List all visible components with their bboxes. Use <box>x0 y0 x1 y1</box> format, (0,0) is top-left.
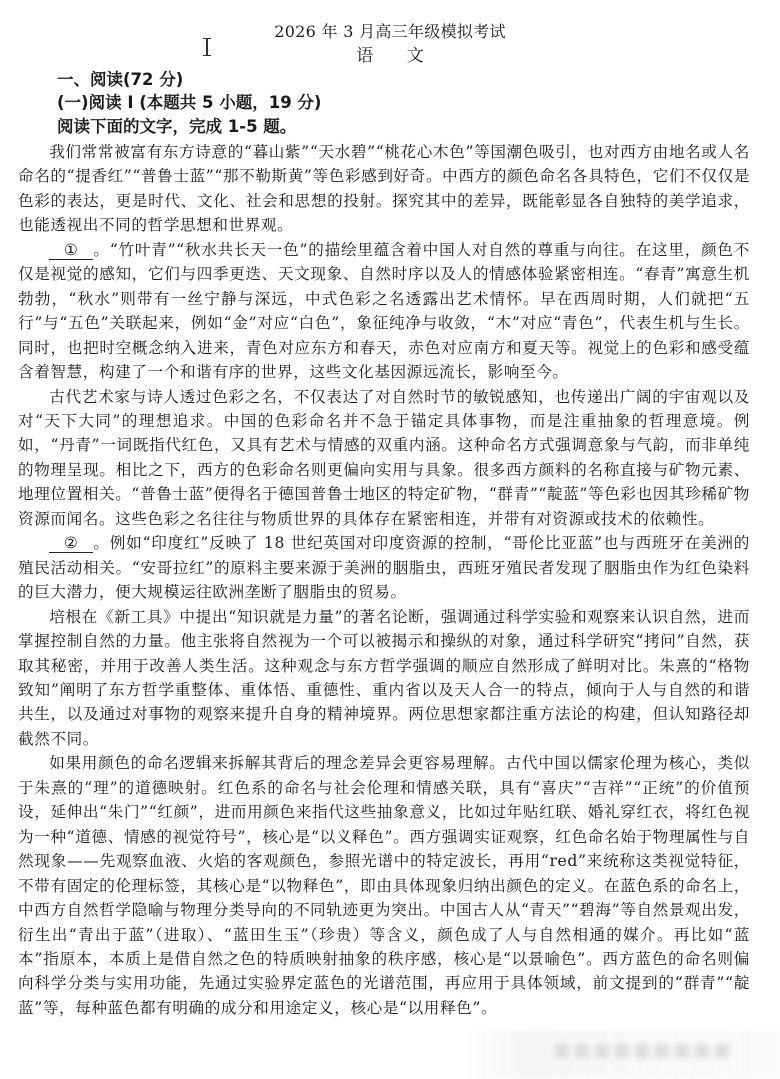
paragraph-1: 我们常常被富有东方诗意的“暮山紫”“天水碧”“桃花心木色”等国潮色吸引，也对西方由地名或人名命名的“提香红”“普鲁士蓝”“那不勒斯黄”等色彩感到好奇。中西方的颜色命名各具特色，它们不仅仅是色彩的表达，更是时代、文化、社会和思想的投射。探究其中的差异，既能彰显各自独特的美学追求，也能透视出不同的哲学思想和世界观。 <box>18 143 750 235</box>
paragraph-2 <box>18 238 750 385</box>
paragraph-3: 古代艺术家与诗人透过色彩之名，不仅表达了对自然时节的敏锐感知，也传递出广阔的宇宙观以及对“天下大同”的理想追求。中国的色彩命名并不急于锚定具体事物，而是注重抽象的哲理意境。例如，“丹青”一词既指代红色，又具有艺术与情感的双重内涵。这种命名方式强调意象与气韵，而非单纯的物理呈现。相比之下，西方的色彩命名则更偏向实用与具象。很多西方颜料的名称直接与矿物元素、地理位置相关。“普鲁士蓝”便得名于德国普鲁士地区的特定矿物，“群青”“靛蓝”等色彩也因其珍稀矿物资源而闻名。这些色彩之名往往与物质世界的具体存在紧密相连，并带有对资源或技术的依赖性。 <box>18 387 750 528</box>
passage <box>18 140 750 1070</box>
blank-1: ① <box>49 241 93 260</box>
watermark-text-blur <box>555 1044 735 1058</box>
sub-heading: (一)阅读 I (本题共 5 小题，19 分) <box>57 93 322 112</box>
paragraph-2-text: 。“竹叶青”“秋水共长天一色”的描绘里蕴含着中国人对自然的尊重与向往。在这里，颜色不仅是视觉的感知，它们与四季更迭、天文现象、自然时序以及人的情感体验紧密相连。“春青”寓意生机勃勃，“秋水”则带有一丝宁静与深远，中式色彩之名透露出艺术情怀。早在西周时期，人们就把“五行”与“五色”关联起来，例如“金”对应“白色”，象征纯净与收敛，“木”对应“青色”，代表生机与生长。同时，也把时空概念纳入进来，青色对应东方和春天，赤色对应南方和夏天等。视觉上的色彩和感受蕴含着智慧，构建了一个和谐有序的世界，这些文化基因源远流长，影响至今。 <box>18 240 750 382</box>
exam-subject: 语 文 <box>356 46 438 66</box>
part-heading: 一、阅读(72 分) <box>57 70 184 89</box>
blank-2: ② <box>49 534 93 553</box>
paragraph-5: 培根在《新工具》中提出“知识就是力量”的著名论断，强调通过科学实验和观察来认识自然，进而掌握控制自然的力量。他主张将自然视为一个可以被揭示和操纵的对象，通过科学研究“拷问”自然，获取其秘密，并用于改善人类生活。这种观念与东方哲学强调的顺应自然形成了鲜明对比。朱熹的“格物致知”阐明了东方哲学重整体、重体悟、重德性、重内省以及天人合一的特点，倾向于人与自然的和谐共生，以及通过对事物的观察来提升自身的精神境界。两位思想家都注重方法论的构建，但认知路径却截然不同。 <box>18 607 750 748</box>
paragraph-4 <box>18 531 750 604</box>
text-cursor-icon <box>203 38 211 56</box>
instruction: 阅读下面的文字，完成 1-5 题。 <box>57 117 297 136</box>
exam-title: 2026 年 3 月高三年级模拟考试 <box>274 22 506 41</box>
paragraph-4-text: 。例如“印度红”反映了 18 世纪英国对印度资源的控制，“哥伦比亚蓝”也与西班牙在美洲的殖民活动相关。“安哥拉红”的原料主要来源于美洲的胭脂虫，西班牙殖民者发现了胭脂虫作为红色染料的巨大潜力，便大规模运往欧洲垄断了胭脂虫的贸易。 <box>18 534 750 602</box>
paragraph-6: 如果用颜色的命名逻辑来拆解其背后的理念差异会更容易理解。古代中国以儒家伦理为核心，类似于朱熹的“理”的道德映射。红色系的命名与社会伦理和情感关联，具有“喜庆”“吉祥”“正统”的价值预设，延伸出“朱门”“红颜”，进而用颜色来指代这些抽象意义，比如过年贴红联、婚礼穿红衣，将红色视为一种“道德、情感的视觉符号”，核心是“以义释色”。西方强调实证观察，红色命名始于物理属性与自然现象——先观察血液、火焰的客观颜色，参照光谱中的特定波长，再用“red”来统称这类视觉特征，不带有固定的伦理标签，其核心是“以物释色”，即由具体现象归纳出颜色的定义。在蓝色系的命名上，中西方自然哲学隐喻与物理分类导向的不同轨迹更为突出。中国古人从“青天”“碧海”等自然景观出发，衍生出“青出于蓝”（进取）、“蓝田生玉”（珍贵）等含义，颜色成了人与自然相通的媒介。再比如“蓝本”指原本，本质上是借自然之色的特质映射抽象的秩序感，核心是“以景喻色”。西方蓝色的命名则偏向科学分类与实用功能，先通过实验界定蓝色的光谱范围，再应用于具体领域，前文提到的“群青”“靛蓝”等，每种蓝色都有明确的成分和用途定义，核心是“以用释色”。 <box>18 754 750 1017</box>
